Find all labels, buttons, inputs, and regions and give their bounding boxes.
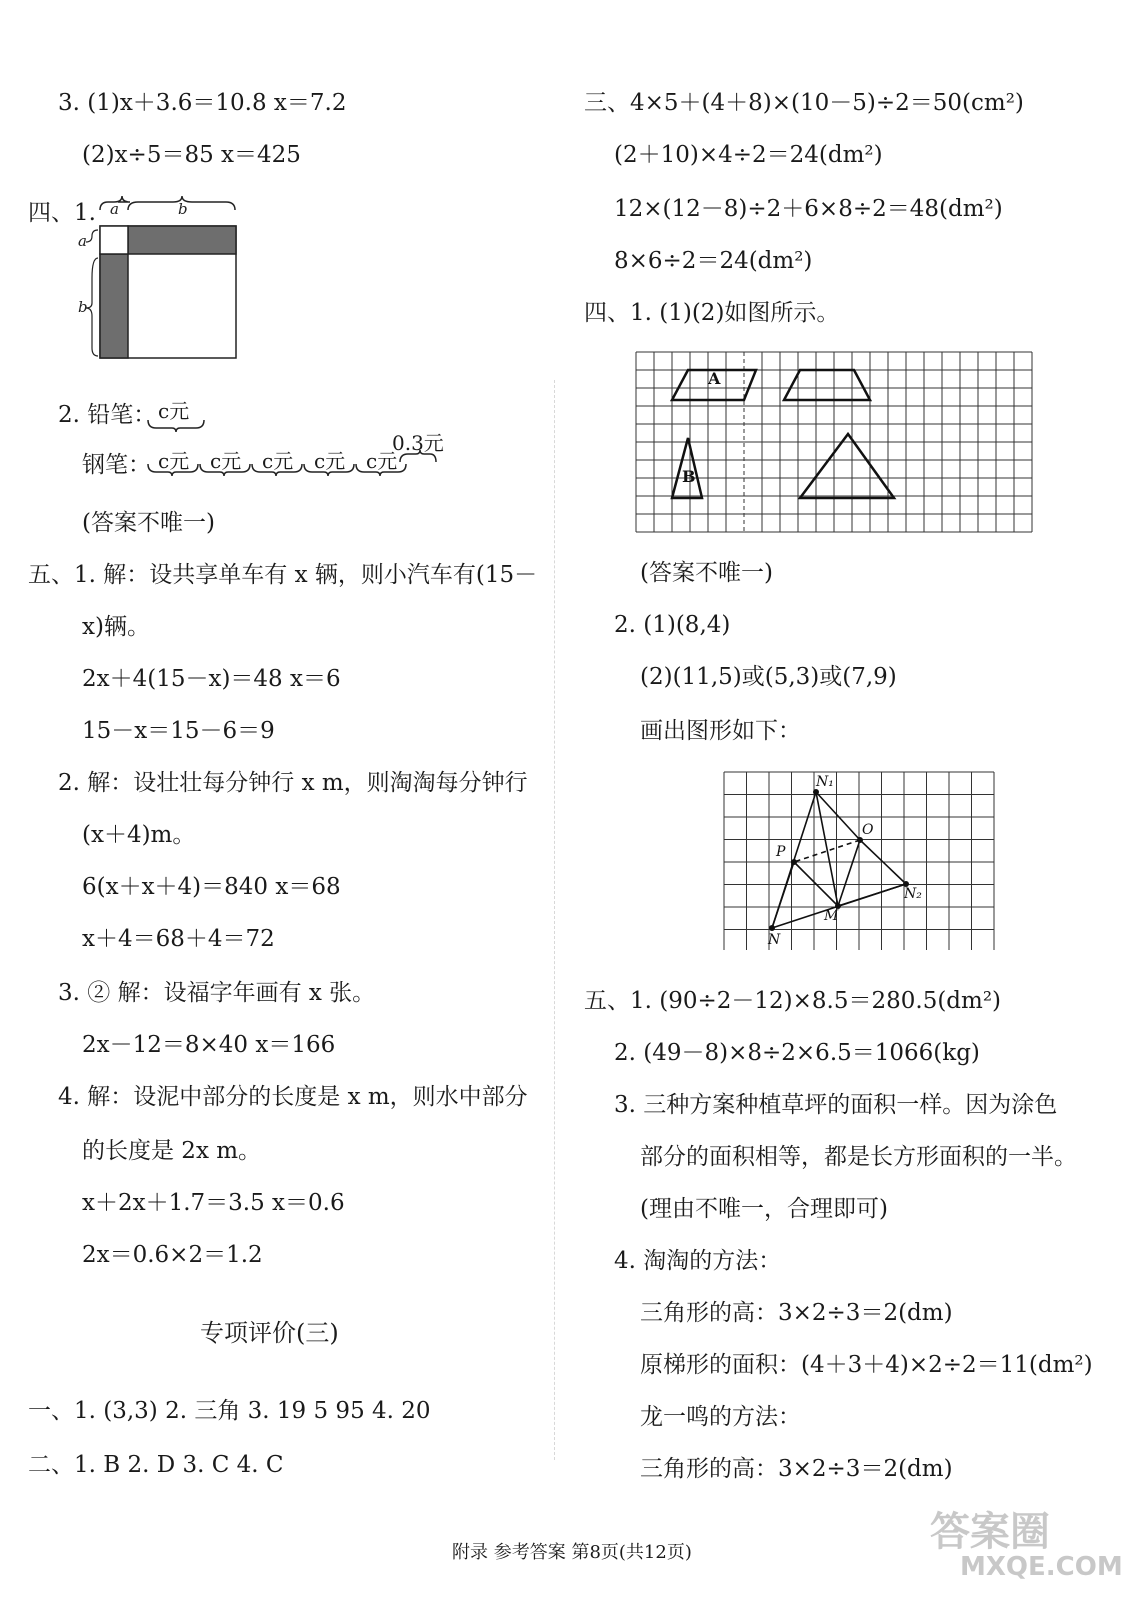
label-a: a [110,200,119,218]
answer-line: x)辆。 [82,614,150,640]
label-b: b [178,200,188,218]
brace-label: c元 [158,399,190,423]
answer-note: (答案不唯一) [82,510,215,536]
answer-note: (理由不唯一，合理即可) [640,1196,888,1222]
answer-line: x＋4＝68＋4＝72 [82,926,275,952]
answer-line: 3. ② 解：设福字年画有 x 张。 [58,980,376,1006]
answer-line: 二、1. B 2. D 3. C 4. C [28,1452,284,1478]
answer-line: 五、1. 解：设共享单车有 x 辆，则小汽车有(15－ [28,562,538,588]
answer-line: 2. 铅笔： [58,402,157,428]
answer-line: 8×6÷2＝24(dm²) [614,248,813,274]
label-N: N [768,932,781,948]
answer-line: 原梯形的面积：(4＋3＋4)×2÷2＝11(dm²) [640,1352,1093,1378]
answer-line: 6(x＋x＋4)＝840 x＝68 [82,874,341,900]
answer-line: 钢笔： [82,452,151,478]
answer-line: 三、4×5＋(4＋8)×(10－5)÷2＝50(cm²) [584,90,1024,116]
answer-line: 2. (49－8)×8÷2×6.5＝1066(kg) [614,1040,980,1066]
answer-line: 4. 淘淘的方法： [614,1248,782,1274]
label-P: P [776,844,786,860]
watermark-logo: 答案圈 [930,1509,1050,1555]
label-b-side: b [78,298,88,316]
label-a-side: a [78,232,87,250]
label-N2: N₂ [904,886,922,902]
answer-line: 12×(12－8)÷2＋6×8÷2＝48(dm²) [614,196,1003,222]
answer-line: 15－x＝15－6＝9 [82,718,275,744]
answer-line: 一、1. (3,3) 2. 三角 3. 19 5 95 4. 20 [28,1398,431,1424]
answer-line: 部分的面积相等，都是长方形面积的一半。 [640,1144,1077,1170]
answer-line: 2. 解：设壮壮每分钟行 x m，则淘淘每分钟行 [58,770,528,796]
pencil-brace [146,418,206,432]
answer-line: 龙一鸣的方法： [640,1404,801,1430]
answer-line: 4. 解：设泥中部分的长度是 x m，则水中部分 [58,1084,528,1110]
answer-line: (2)x÷5＝85 x＝425 [82,142,301,168]
section-heading: 四、1. [28,200,96,226]
label-A: A [708,369,721,388]
brace-label: c元 [262,449,294,473]
answer-line: (x＋4)m。 [82,822,196,848]
column-divider [554,380,555,1460]
label-O: O [862,822,874,838]
label-B: B [682,467,696,486]
answer-line: 三角形的高：3×2÷3＝2(dm) [640,1456,953,1482]
brace-label: c元 [210,449,242,473]
brace-label: c元 [366,449,398,473]
section-heading: 四、1. (1)(2)如图所示。 [584,300,840,326]
label-M: M [824,908,839,924]
answer-line: (2＋10)×4÷2＝24(dm²) [614,142,883,168]
answer-line: 的长度是 2x m。 [82,1138,262,1164]
grid-figure-1 [636,352,1034,534]
page-footer: 附录 参考答案 第8页(共12页) [452,1542,692,1563]
answer-line: 2x－12＝8×40 x＝166 [82,1032,336,1058]
section-title: 专项评价(三) [200,1319,339,1347]
answer-note: (答案不唯一) [640,560,773,586]
brace-label: c元 [314,449,346,473]
grid-figure-2 [724,772,996,952]
answer-line: 2x＋4(15－x)＝48 x＝6 [82,666,341,692]
label-N1: N₁ [816,774,834,790]
brace-label: c元 [158,449,190,473]
answer-line: 3. (1)x＋3.6＝10.8 x＝7.2 [58,90,347,116]
answer-line: 画出图形如下： [640,718,801,744]
answer-line: 三角形的高：3×2÷3＝2(dm) [640,1300,953,1326]
answer-line: x＋2x＋1.7＝3.5 x＝0.6 [82,1190,345,1216]
answer-line: (2)(11,5)或(5,3)或(7,9) [640,664,897,690]
answer-line: 2x＝0.6×2＝1.2 [82,1242,263,1268]
answer-line: 五、1. (90÷2－12)×8.5＝280.5(dm²) [584,988,1002,1014]
square-strip-figure [78,198,243,363]
answer-line: 2. (1)(8,4) [614,612,731,638]
answer-line: 3. 三种方案种植草坪的面积一样。因为涂色 [614,1092,1058,1118]
extra-label: 0.3元 [392,431,444,455]
pen-brace [146,452,446,476]
watermark-url: MXQE.COM [960,1552,1123,1582]
